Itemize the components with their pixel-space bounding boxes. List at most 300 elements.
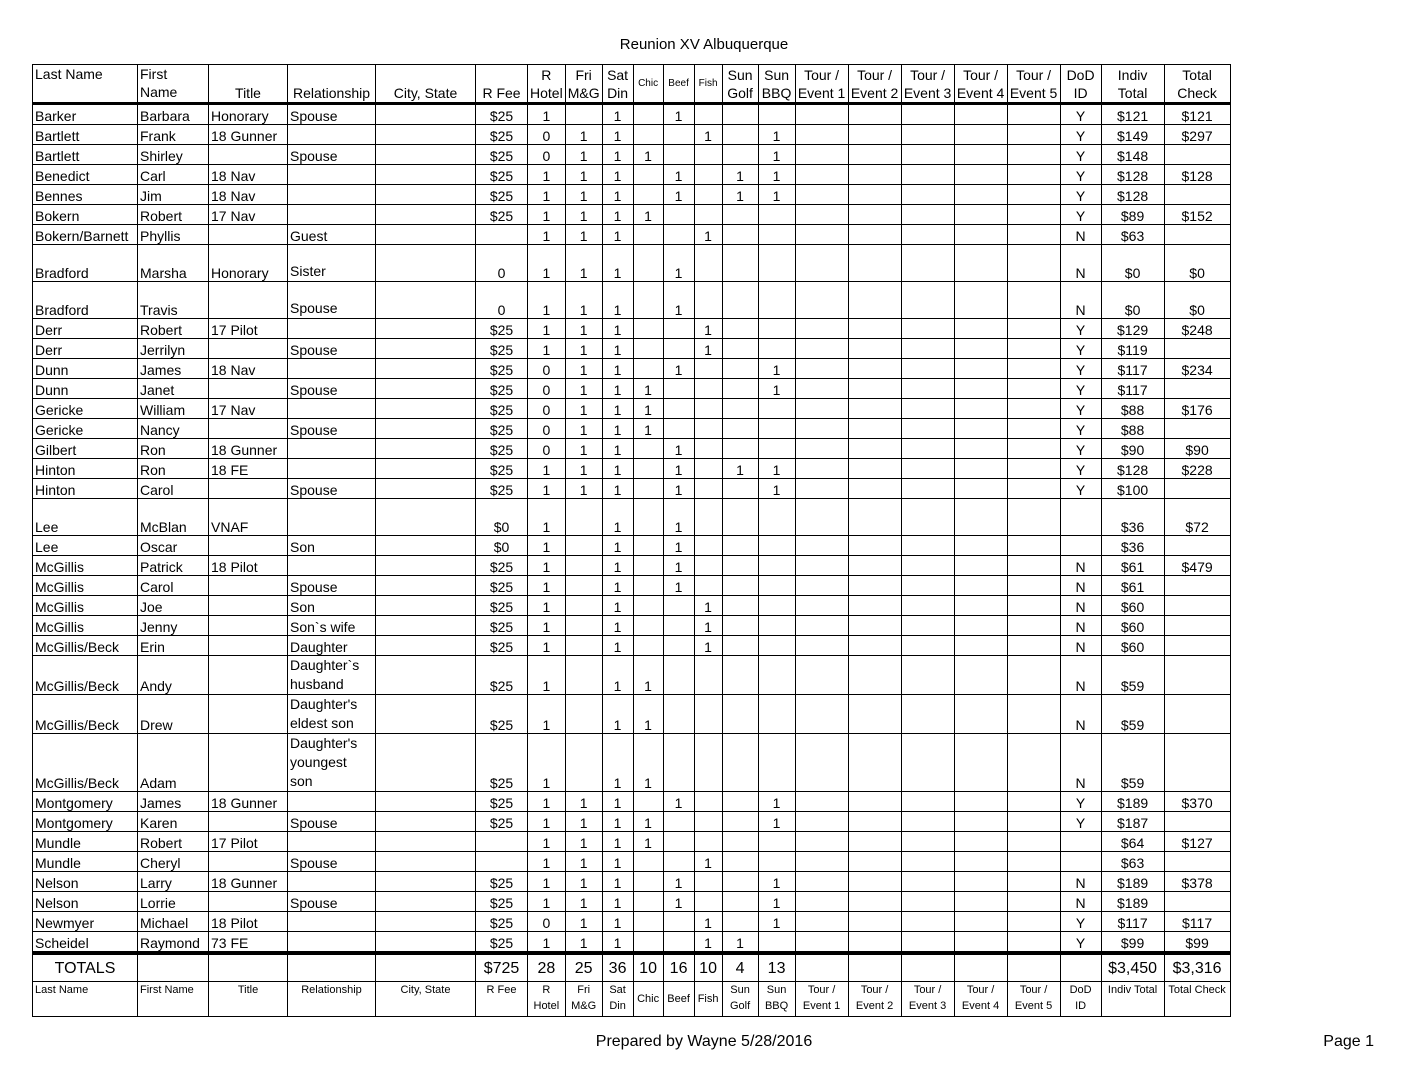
table-cell <box>901 419 954 439</box>
table-cell: 1 <box>528 792 566 812</box>
table-cell <box>848 734 901 792</box>
table-cell: James <box>138 359 209 379</box>
table-cell <box>663 852 694 872</box>
table-cell: $25 <box>476 145 528 165</box>
bottom-header-row <box>33 982 1231 1017</box>
table-cell: Derr <box>33 319 138 339</box>
table-cell <box>663 812 694 832</box>
table-cell <box>663 225 694 245</box>
column-header: Fri M&G <box>565 65 602 104</box>
table-cell <box>848 104 901 125</box>
table-cell <box>376 596 476 616</box>
table-cell <box>1007 636 1060 656</box>
table-cell <box>633 339 663 359</box>
table-cell: $128 <box>1164 165 1230 185</box>
table-cell <box>633 932 663 954</box>
table-cell: 1 <box>758 145 795 165</box>
table-cell <box>1007 379 1060 399</box>
table-cell: 1 <box>602 892 633 912</box>
table-cell <box>848 205 901 225</box>
table-cell: $25 <box>476 459 528 479</box>
table-cell <box>722 556 758 576</box>
table-cell <box>376 832 476 852</box>
table-cell <box>758 616 795 636</box>
table-cell: 1 <box>633 695 663 734</box>
table-cell: 1 <box>663 479 694 499</box>
table-cell: 1 <box>663 872 694 892</box>
table-cell: $128 <box>1101 165 1164 185</box>
table-cell: 1 <box>663 892 694 912</box>
page-title: Reunion XV Albuquerque <box>619 36 789 53</box>
table-cell: 1 <box>565 319 602 339</box>
table-cell <box>694 359 722 379</box>
table-cell <box>954 832 1007 852</box>
table-cell <box>663 379 694 399</box>
table-cell <box>376 282 476 319</box>
table-cell <box>954 479 1007 499</box>
table-row <box>33 419 1231 439</box>
table-cell: 18 Gunner <box>209 792 288 812</box>
table-cell <box>376 656 476 695</box>
table-cell: Bokern <box>33 205 138 225</box>
table-cell <box>376 892 476 912</box>
table-cell <box>954 616 1007 636</box>
table-row <box>33 912 1231 932</box>
table-cell <box>795 225 848 245</box>
totals-cell <box>288 953 376 982</box>
table-cell <box>848 459 901 479</box>
table-cell <box>758 419 795 439</box>
table-cell: 0 <box>476 245 528 282</box>
table-cell: 0 <box>528 399 566 419</box>
table-row <box>33 245 1231 282</box>
table-cell: 1 <box>565 792 602 812</box>
table-cell <box>1007 536 1060 556</box>
table-cell <box>722 576 758 596</box>
table-cell: 1 <box>722 459 758 479</box>
column-header: Title <box>209 65 288 104</box>
table-cell: Honorary <box>209 104 288 125</box>
table-cell <box>694 145 722 165</box>
table-cell: Karen <box>138 812 209 832</box>
table-cell <box>565 596 602 616</box>
table-cell: $64 <box>1101 832 1164 852</box>
table-row <box>33 282 1231 319</box>
table-cell: 1 <box>663 576 694 596</box>
table-cell <box>1007 852 1060 872</box>
table-cell <box>209 656 288 695</box>
table-cell: $25 <box>476 872 528 892</box>
table-cell: $25 <box>476 359 528 379</box>
table-cell <box>694 439 722 459</box>
table-cell: 1 <box>694 225 722 245</box>
table-cell <box>901 359 954 379</box>
table-cell <box>565 104 602 125</box>
table-cell: Drew <box>138 695 209 734</box>
table-cell <box>376 912 476 932</box>
table-cell: N <box>1060 695 1101 734</box>
table-cell <box>901 225 954 245</box>
table-cell: $63 <box>1101 225 1164 245</box>
table-cell <box>663 145 694 165</box>
table-cell: Joe <box>138 596 209 616</box>
table-cell: 1 <box>565 932 602 954</box>
table-cell: 1 <box>694 852 722 872</box>
table-cell: 1 <box>565 459 602 479</box>
table-cell <box>1007 319 1060 339</box>
table-cell <box>795 339 848 359</box>
table-cell <box>901 812 954 832</box>
table-cell <box>663 339 694 359</box>
table-cell <box>663 616 694 636</box>
table-cell: Y <box>1060 145 1101 165</box>
table-cell <box>633 792 663 812</box>
table-cell <box>1164 656 1230 695</box>
bottom-column-header: Fri M&G <box>565 982 602 1017</box>
table-cell <box>848 225 901 245</box>
table-cell <box>694 656 722 695</box>
table-cell <box>209 379 288 399</box>
table-cell <box>376 576 476 596</box>
table-cell <box>758 205 795 225</box>
table-cell: 1 <box>528 616 566 636</box>
table-cell: 1 <box>528 104 566 125</box>
table-cell: 1 <box>602 832 633 852</box>
table-cell: $25 <box>476 656 528 695</box>
table-cell <box>633 245 663 282</box>
table-cell <box>288 792 376 812</box>
column-header: Tour / Event 3 <box>901 65 954 104</box>
table-cell: $189 <box>1101 872 1164 892</box>
table-cell: N <box>1060 596 1101 616</box>
table-cell: 1 <box>528 319 566 339</box>
bottom-column-header: Total Check <box>1164 982 1230 1017</box>
table-row <box>33 872 1231 892</box>
table-cell: $36 <box>1101 536 1164 556</box>
table-cell: $117 <box>1101 912 1164 932</box>
table-cell: $63 <box>1101 852 1164 872</box>
table-cell <box>633 576 663 596</box>
table-cell <box>694 205 722 225</box>
table-cell: 1 <box>758 459 795 479</box>
table-row <box>33 339 1231 359</box>
table-cell: Y <box>1060 319 1101 339</box>
table-cell: 1 <box>602 616 633 636</box>
table-cell: N <box>1060 636 1101 656</box>
table-cell <box>1007 912 1060 932</box>
table-cell: 17 Nav <box>209 205 288 225</box>
table-cell: 1 <box>528 656 566 695</box>
column-header: Last Name <box>33 65 138 104</box>
table-cell <box>954 912 1007 932</box>
table-cell: N <box>1060 225 1101 245</box>
table-cell <box>288 399 376 419</box>
table-cell <box>1007 792 1060 812</box>
table-cell: $25 <box>476 695 528 734</box>
table-cell: 1 <box>528 932 566 954</box>
table-cell <box>633 439 663 459</box>
table-cell: $25 <box>476 792 528 812</box>
table-cell: $25 <box>476 932 528 954</box>
table-cell <box>901 282 954 319</box>
table-cell <box>901 145 954 165</box>
table-cell: $25 <box>476 104 528 125</box>
table-cell <box>1164 695 1230 734</box>
table-cell <box>795 852 848 872</box>
table-cell <box>376 695 476 734</box>
table-cell: 1 <box>602 479 633 499</box>
table-cell: $121 <box>1164 104 1230 125</box>
totals-cell: 25 <box>565 953 602 982</box>
table-cell: Son <box>288 596 376 616</box>
table-cell <box>901 872 954 892</box>
table-cell <box>376 812 476 832</box>
table-cell: Nelson <box>33 892 138 912</box>
table-cell: Jerrilyn <box>138 339 209 359</box>
table-cell: 1 <box>602 932 633 954</box>
table-cell <box>633 185 663 205</box>
bottom-column-header: Tour / Event 1 <box>795 982 848 1017</box>
table-cell <box>288 556 376 576</box>
table-cell <box>901 479 954 499</box>
table-cell: 1 <box>602 165 633 185</box>
table-cell <box>663 636 694 656</box>
table-cell <box>694 832 722 852</box>
table-cell: $25 <box>476 596 528 616</box>
table-cell: 1 <box>528 245 566 282</box>
table-cell <box>758 225 795 245</box>
table-cell <box>954 399 1007 419</box>
table-cell: 1 <box>602 205 633 225</box>
table-cell: N <box>1060 734 1101 792</box>
table-cell <box>848 399 901 419</box>
table-cell: Y <box>1060 912 1101 932</box>
table-cell: Larry <box>138 872 209 892</box>
table-cell <box>209 145 288 165</box>
table-cell: 1 <box>565 439 602 459</box>
table-cell: $89 <box>1101 205 1164 225</box>
table-cell <box>848 556 901 576</box>
table-cell <box>954 812 1007 832</box>
table-cell: $189 <box>1101 892 1164 912</box>
table-cell <box>722 852 758 872</box>
table-cell <box>848 145 901 165</box>
table-cell: Y <box>1060 205 1101 225</box>
table-cell <box>1007 616 1060 636</box>
table-cell <box>848 576 901 596</box>
table-cell: $25 <box>476 125 528 145</box>
table-cell: Y <box>1060 399 1101 419</box>
table-cell <box>633 165 663 185</box>
table-cell: 1 <box>663 459 694 479</box>
table-cell: Bokern/Barnett <box>33 225 138 245</box>
table-row <box>33 359 1231 379</box>
table-cell: 1 <box>663 359 694 379</box>
table-cell <box>954 734 1007 792</box>
table-cell <box>901 459 954 479</box>
table-cell: 1 <box>758 185 795 205</box>
table-cell <box>901 932 954 954</box>
registration-table <box>32 64 1231 1017</box>
table-cell: Gericke <box>33 419 138 439</box>
table-cell: Barker <box>33 104 138 125</box>
table-cell <box>848 245 901 282</box>
table-cell <box>954 145 1007 165</box>
bottom-column-header: Beef <box>663 982 694 1017</box>
table-cell: Montgomery <box>33 812 138 832</box>
table-cell: 1 <box>722 932 758 954</box>
table-cell <box>954 205 1007 225</box>
table-cell <box>1007 872 1060 892</box>
table-cell: $117 <box>1101 379 1164 399</box>
table-cell <box>722 399 758 419</box>
table-cell <box>848 359 901 379</box>
table-cell <box>795 399 848 419</box>
table-cell: 1 <box>602 145 633 165</box>
table-cell <box>1007 359 1060 379</box>
table-cell: Cheryl <box>138 852 209 872</box>
table-cell: William <box>138 399 209 419</box>
table-cell: Daughter`s husband <box>288 656 376 695</box>
table-cell: 1 <box>565 339 602 359</box>
table-cell <box>722 872 758 892</box>
table-cell: 1 <box>565 245 602 282</box>
table-cell <box>722 832 758 852</box>
table-cell <box>376 225 476 245</box>
table-row <box>33 145 1231 165</box>
table-cell <box>901 616 954 636</box>
table-cell: 17 Nav <box>209 399 288 419</box>
totals-cell <box>901 953 954 982</box>
table-cell: 1 <box>602 399 633 419</box>
table-cell <box>694 245 722 282</box>
table-cell: $248 <box>1164 319 1230 339</box>
table-cell <box>795 932 848 954</box>
table-cell: $61 <box>1101 556 1164 576</box>
table-cell <box>848 419 901 439</box>
column-header: Chic <box>633 65 663 104</box>
table-cell: Spouse <box>288 892 376 912</box>
table-cell: Bradford <box>33 245 138 282</box>
table-cell: 1 <box>565 832 602 852</box>
table-cell: 1 <box>528 282 566 319</box>
table-cell: 1 <box>663 165 694 185</box>
table-cell <box>1007 399 1060 419</box>
table-cell: Andy <box>138 656 209 695</box>
table-cell: 1 <box>565 145 602 165</box>
table-row <box>33 636 1231 656</box>
table-row <box>33 812 1231 832</box>
page-number: Page 1 <box>1323 1033 1374 1050</box>
table-cell <box>1007 205 1060 225</box>
table-cell <box>1164 536 1230 556</box>
table-cell: Daughter <box>288 636 376 656</box>
table-cell <box>476 225 528 245</box>
table-cell <box>722 282 758 319</box>
table-cell <box>722 499 758 536</box>
table-cell: 1 <box>565 479 602 499</box>
table-cell <box>1007 245 1060 282</box>
table-cell <box>376 145 476 165</box>
table-cell <box>795 104 848 125</box>
table-cell <box>1007 339 1060 359</box>
table-cell: $25 <box>476 616 528 636</box>
table-cell: Adam <box>138 734 209 792</box>
table-cell: $88 <box>1101 419 1164 439</box>
bottom-column-header: Last Name <box>33 982 138 1017</box>
table-cell: Derr <box>33 339 138 359</box>
column-header: First Name <box>138 65 209 104</box>
table-cell <box>663 656 694 695</box>
bottom-column-header: Fish <box>694 982 722 1017</box>
table-cell: Robert <box>138 319 209 339</box>
table-cell: 1 <box>528 499 566 536</box>
table-cell <box>633 596 663 616</box>
table-cell: 1 <box>758 912 795 932</box>
table-cell <box>476 852 528 872</box>
table-cell: 1 <box>602 359 633 379</box>
bottom-column-header: Relationship <box>288 982 376 1017</box>
table-cell <box>901 319 954 339</box>
table-cell <box>565 636 602 656</box>
table-cell <box>954 379 1007 399</box>
table-cell <box>633 225 663 245</box>
table-cell: 1 <box>758 379 795 399</box>
table-cell <box>663 734 694 792</box>
table-row <box>33 892 1231 912</box>
table-cell <box>376 636 476 656</box>
table-cell: 1 <box>694 339 722 359</box>
table-cell: Y <box>1060 339 1101 359</box>
table-cell <box>633 104 663 125</box>
table-cell: 1 <box>663 499 694 536</box>
table-cell <box>954 459 1007 479</box>
bottom-column-header: R Fee <box>476 982 528 1017</box>
table-cell: Lee <box>33 499 138 536</box>
table-cell: 1 <box>528 225 566 245</box>
table-cell <box>901 852 954 872</box>
table-cell <box>758 695 795 734</box>
table-cell: 1 <box>602 339 633 359</box>
table-cell: 1 <box>528 812 566 832</box>
table-cell: Bradford <box>33 282 138 319</box>
table-cell <box>848 872 901 892</box>
table-cell: 1 <box>528 892 566 912</box>
table-cell: Spouse <box>288 104 376 125</box>
table-cell <box>376 379 476 399</box>
totals-cell <box>376 953 476 982</box>
table-cell: $25 <box>476 912 528 932</box>
table-cell <box>848 499 901 536</box>
table-cell <box>901 399 954 419</box>
table-cell <box>901 339 954 359</box>
totals-cell <box>138 953 209 982</box>
table-cell: $127 <box>1164 832 1230 852</box>
table-cell: 1 <box>663 185 694 205</box>
table-cell <box>848 165 901 185</box>
table-cell: 1 <box>565 165 602 185</box>
table-row <box>33 536 1231 556</box>
table-cell: $59 <box>1101 734 1164 792</box>
totals-cell: $725 <box>476 953 528 982</box>
table-cell <box>722 145 758 165</box>
table-cell: Newmyer <box>33 912 138 932</box>
table-cell: Y <box>1060 104 1101 125</box>
table-cell <box>954 282 1007 319</box>
prepared-by: Prepared by Wayne 5/28/2016 <box>595 1033 813 1050</box>
table-cell <box>1007 225 1060 245</box>
table-cell: Bartlett <box>33 125 138 145</box>
